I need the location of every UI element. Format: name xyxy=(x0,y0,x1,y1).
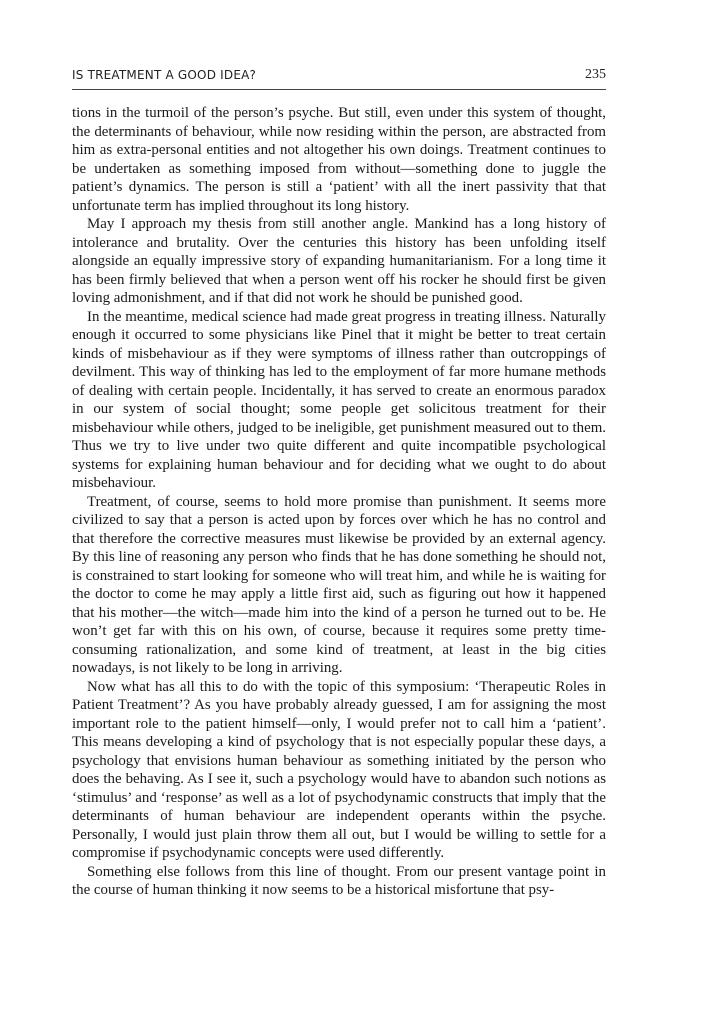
running-title: IS TREATMENT A GOOD IDEA? xyxy=(72,68,257,82)
paragraph: In the meantime, medical science had made great progress in treating illness. Naturally enough it occurred to some physicians like Pinel that it might be better to treat certain kinds of misbehaviour as if they were symptoms of illness rather than outcroppings of devilment. This way of thinking has led to the employment of far more humane methods of dealing with certain people. Incidentally, it has served to create an enormous paradox in our system of social thought; some people get solicitous treatment for their misbehaviour while others, judged to be ineligible, get punishment measured out to them. Thus we try to live under two quite different and quite incompatible psychological systems for explaining human behaviour and for deciding what we ought to do about misbehaviour. xyxy=(72,308,606,491)
header-rule xyxy=(72,89,606,90)
running-header xyxy=(72,66,606,88)
paragraph: May I approach my thesis from still another angle. Mankind has a long history of intolerance and brutality. Over the centuries this history has been unfolding itself alongside an equally impressive story of expanding humanitarianism. For a long time it has been firmly believed that when a person went off his rocker he should first be given loving admonishment, and if that did not work he should be punished good. xyxy=(72,216,606,306)
page-number: 235 xyxy=(585,67,606,82)
paragraph: Treatment, of course, seems to hold more promise than punishment. It seems more civilized to say that a person is acted upon by forces over which he has no control and that therefore the corrective measures must likewise be provided by an external agency. By this line of reasoning any person who finds that he has done something he should not, is constrained to start looking for someone who will treat him, and while he is waiting for the doctor to come he may apply a little first aid, such as figuring out how it happened that his mother—the witch—made him into the kind of a person he turned out to be. He won’t get far with this on his own, of course, because it requires some pretty time-consuming rationalization, and some kind of treatment, at least in the big cities nowadays, is not likely to be long in arriving. xyxy=(72,493,606,676)
body-text xyxy=(72,104,606,900)
paragraph: Now what has all this to do with the topic of this symposium: ‘Therapeutic Roles in Patient Treatment’? As you have probably already guessed, I am for assigning the most important role to the patient himself—only, I would prefer not to call him a ‘patient’. This means developing a kind of psychology that is not especially popular these days, a psychology that envisions human behaviour as something initiated by the person who does the behaving. As I see it, such a psychology would have to abandon such notions as ‘stimulus’ and ‘response’ as well as a lot of psychodynamic constructs that imply that the determinants of human behaviour are independent operants within the psyche. Personally, I would just plain throw them all out, but I would be willing to settle for a compromise if psychodynamic concepts were used differently. xyxy=(72,678,606,861)
paragraph-continued: tions in the turmoil of the person’s psyche. But still, even under this system of thought, the determinants of behaviour, while now residing within the person, are abstracted from him as extra-personal entities and not altogether his own doings. Treatment continues to be undertaken as something imposed from without—something done to juggle the patient’s dynamics. The person is still a ‘patient’ with all the inert passivity that that unfortunate term has implied throughout its long history. xyxy=(72,105,606,214)
paragraph: Something else follows from this line of thought. From our present vantage point in the course of human thinking it now seems to be a historical misfortune that psy- xyxy=(72,863,606,898)
